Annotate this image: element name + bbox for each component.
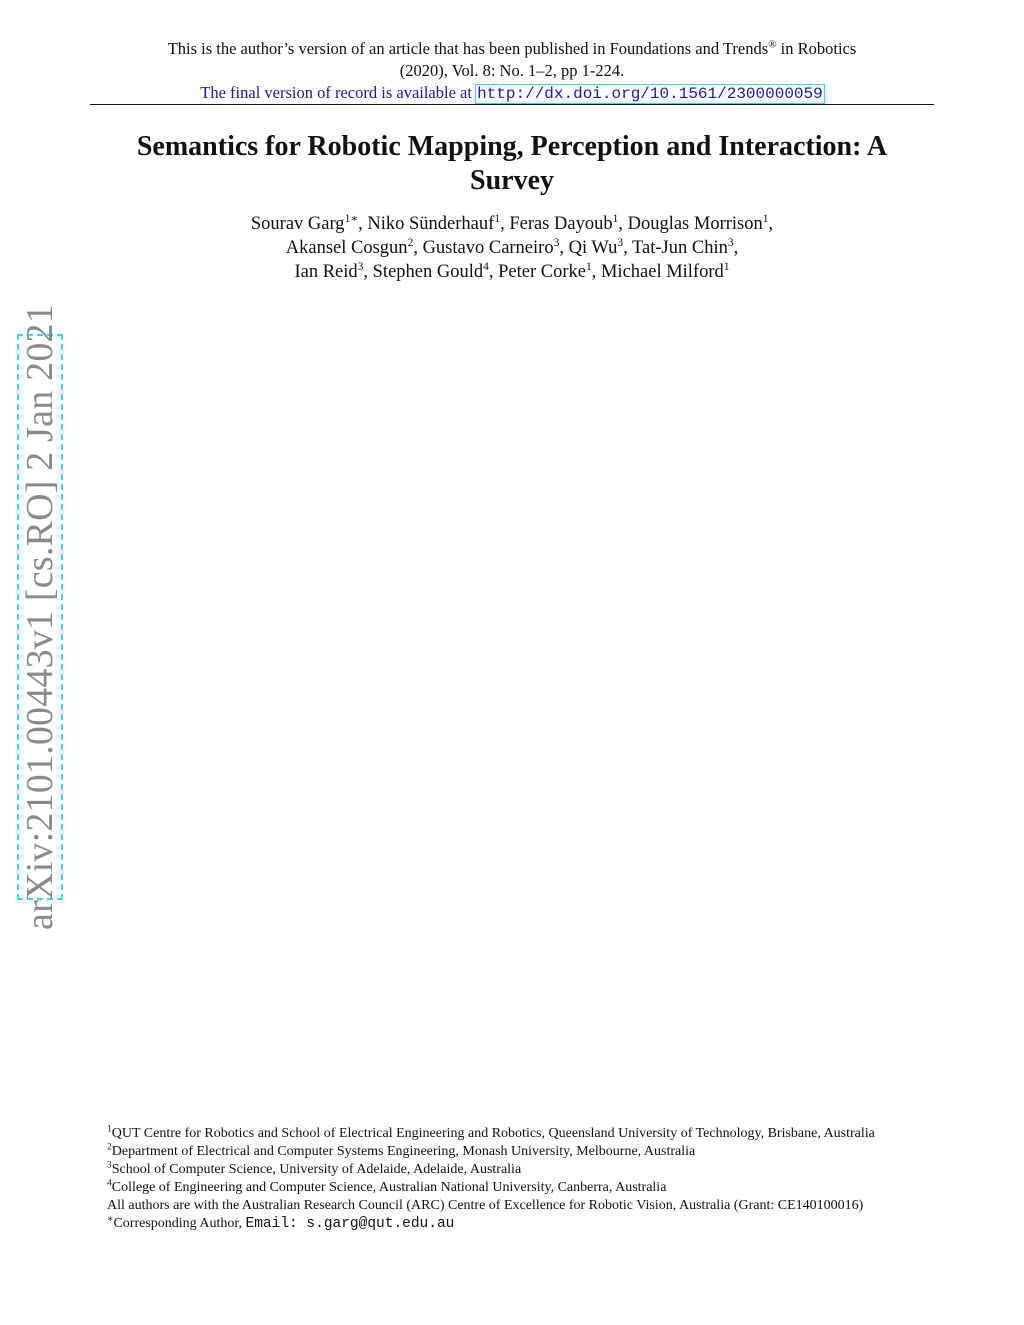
footnote-funding: All authors are with the Australian Research Council (ARC) Centre of Excellence for Robotic Vision, Australia (Grant: CE140100016) — [107, 1198, 864, 1213]
footnote-affiliation-3: $^3$School of Computer Science, University of Adelaide, Adelaide, Australia — [107, 1160, 522, 1177]
author-affiliation-mark: 4 — [483, 260, 489, 273]
footnote-affiliation-4: $^4$College of Engineering and Computer Science, Australian National University, Canberra, Australia — [107, 1178, 667, 1195]
footnote-affiliation-1: $^1$QUT Centre for Robotics and School of Electrical Engineering and Robotics, Queensland University of Technology, Brisbane, Australia — [107, 1124, 875, 1141]
author-name: Peter Corke — [498, 262, 586, 282]
registered-mark: ® — [768, 38, 777, 51]
author-affiliation-mark: 1 — [762, 212, 769, 225]
author-name: Akansel Cosgun — [285, 238, 408, 258]
author-affiliation-mark: 1 — [723, 260, 730, 273]
doi-prefix: The final version of record is available at — [200, 83, 477, 102]
author-name: Gustavo Carneiro — [422, 238, 554, 258]
author-name: Tat-Jun Chin — [632, 238, 728, 258]
header-rule — [90, 104, 934, 105]
author-line: Ian Reid$^3$, Stephen Gould$^4$, Peter Corke$^1$, Michael Milford$^1$ — [294, 260, 730, 282]
author-affiliation-mark: 1 — [494, 212, 501, 225]
author-name: Niko Sünderhauf — [367, 214, 495, 234]
author-name: Michael Milford — [600, 262, 724, 282]
footnote-mark: 2 — [107, 1142, 112, 1153]
author-line: Akansel Cosgun$^2$, Gustavo Carneiro$^3$, Qi Wu$^3$, Tat-Jun Chin$^3$, — [285, 236, 739, 258]
author-name: Ian Reid — [294, 262, 358, 282]
publication-note-line-1: This is the author’s version of an article that has been published in Foundations and Trends® in Robotics — [167, 38, 857, 58]
author-name: Feras Dayoub — [509, 214, 613, 234]
paper-title — [90, 130, 934, 198]
author-affiliation-mark: 3 — [553, 236, 560, 249]
publication-note-line-2: (2020), Vol. 8: No. 1–2, pp 1-224. — [399, 61, 625, 80]
author-name: Qi Wu — [568, 238, 618, 258]
doi-link[interactable]: http://dx.doi.org/10.1561/2300000059 — [477, 85, 823, 103]
footnote-mark: ∗ — [107, 1214, 114, 1225]
footnote-affiliation-2: $^2$Department of Electrical and Computer Systems Engineering, Monash University, Melbourne, Australia — [107, 1142, 696, 1159]
paper-title-line-2: Survey — [470, 165, 554, 196]
author-affiliation-mark: 1 — [585, 260, 592, 273]
paper-title-line-1: Semantics for Robotic Mapping, Perception and Interaction: A — [136, 131, 888, 162]
author-list — [90, 212, 934, 284]
footnote-mark: 3 — [107, 1160, 112, 1171]
author-affiliation-mark: 3 — [617, 236, 624, 249]
author-affiliation-mark: 1 — [612, 212, 619, 225]
footnote-corresponding-author: ∗Corresponding Author, Email: s.garg@qut.edu.au — [107, 1214, 455, 1232]
author-affiliation-mark: 3 — [727, 236, 734, 249]
author-line: Sourav Garg$^{1∗}$, Niko Sünderhauf$^1$, Feras Dayoub$^1$, Douglas Morrison$^1$, — [250, 212, 774, 234]
doi-line — [90, 82, 934, 105]
author-name: Stephen Gould — [372, 262, 484, 282]
arxiv-identifier: arXiv:2101.00443v1 [cs.RO] 2 Jan 2021 — [19, 304, 61, 930]
author-affiliation-mark: 3 — [357, 260, 364, 273]
author-name: Sourav Garg — [250, 214, 345, 234]
corresponding-email[interactable]: Email: s.garg@qut.edu.au — [245, 1216, 455, 1232]
footnote-mark: 1 — [107, 1124, 112, 1135]
publication-note — [90, 38, 934, 105]
author-affiliation-mark: 2 — [407, 236, 414, 249]
footnote-mark: 4 — [107, 1178, 112, 1189]
affiliation-footnotes — [107, 1125, 947, 1233]
author-name: Douglas Morrison — [627, 214, 763, 234]
author-affiliation-mark: 1∗ — [344, 212, 359, 225]
